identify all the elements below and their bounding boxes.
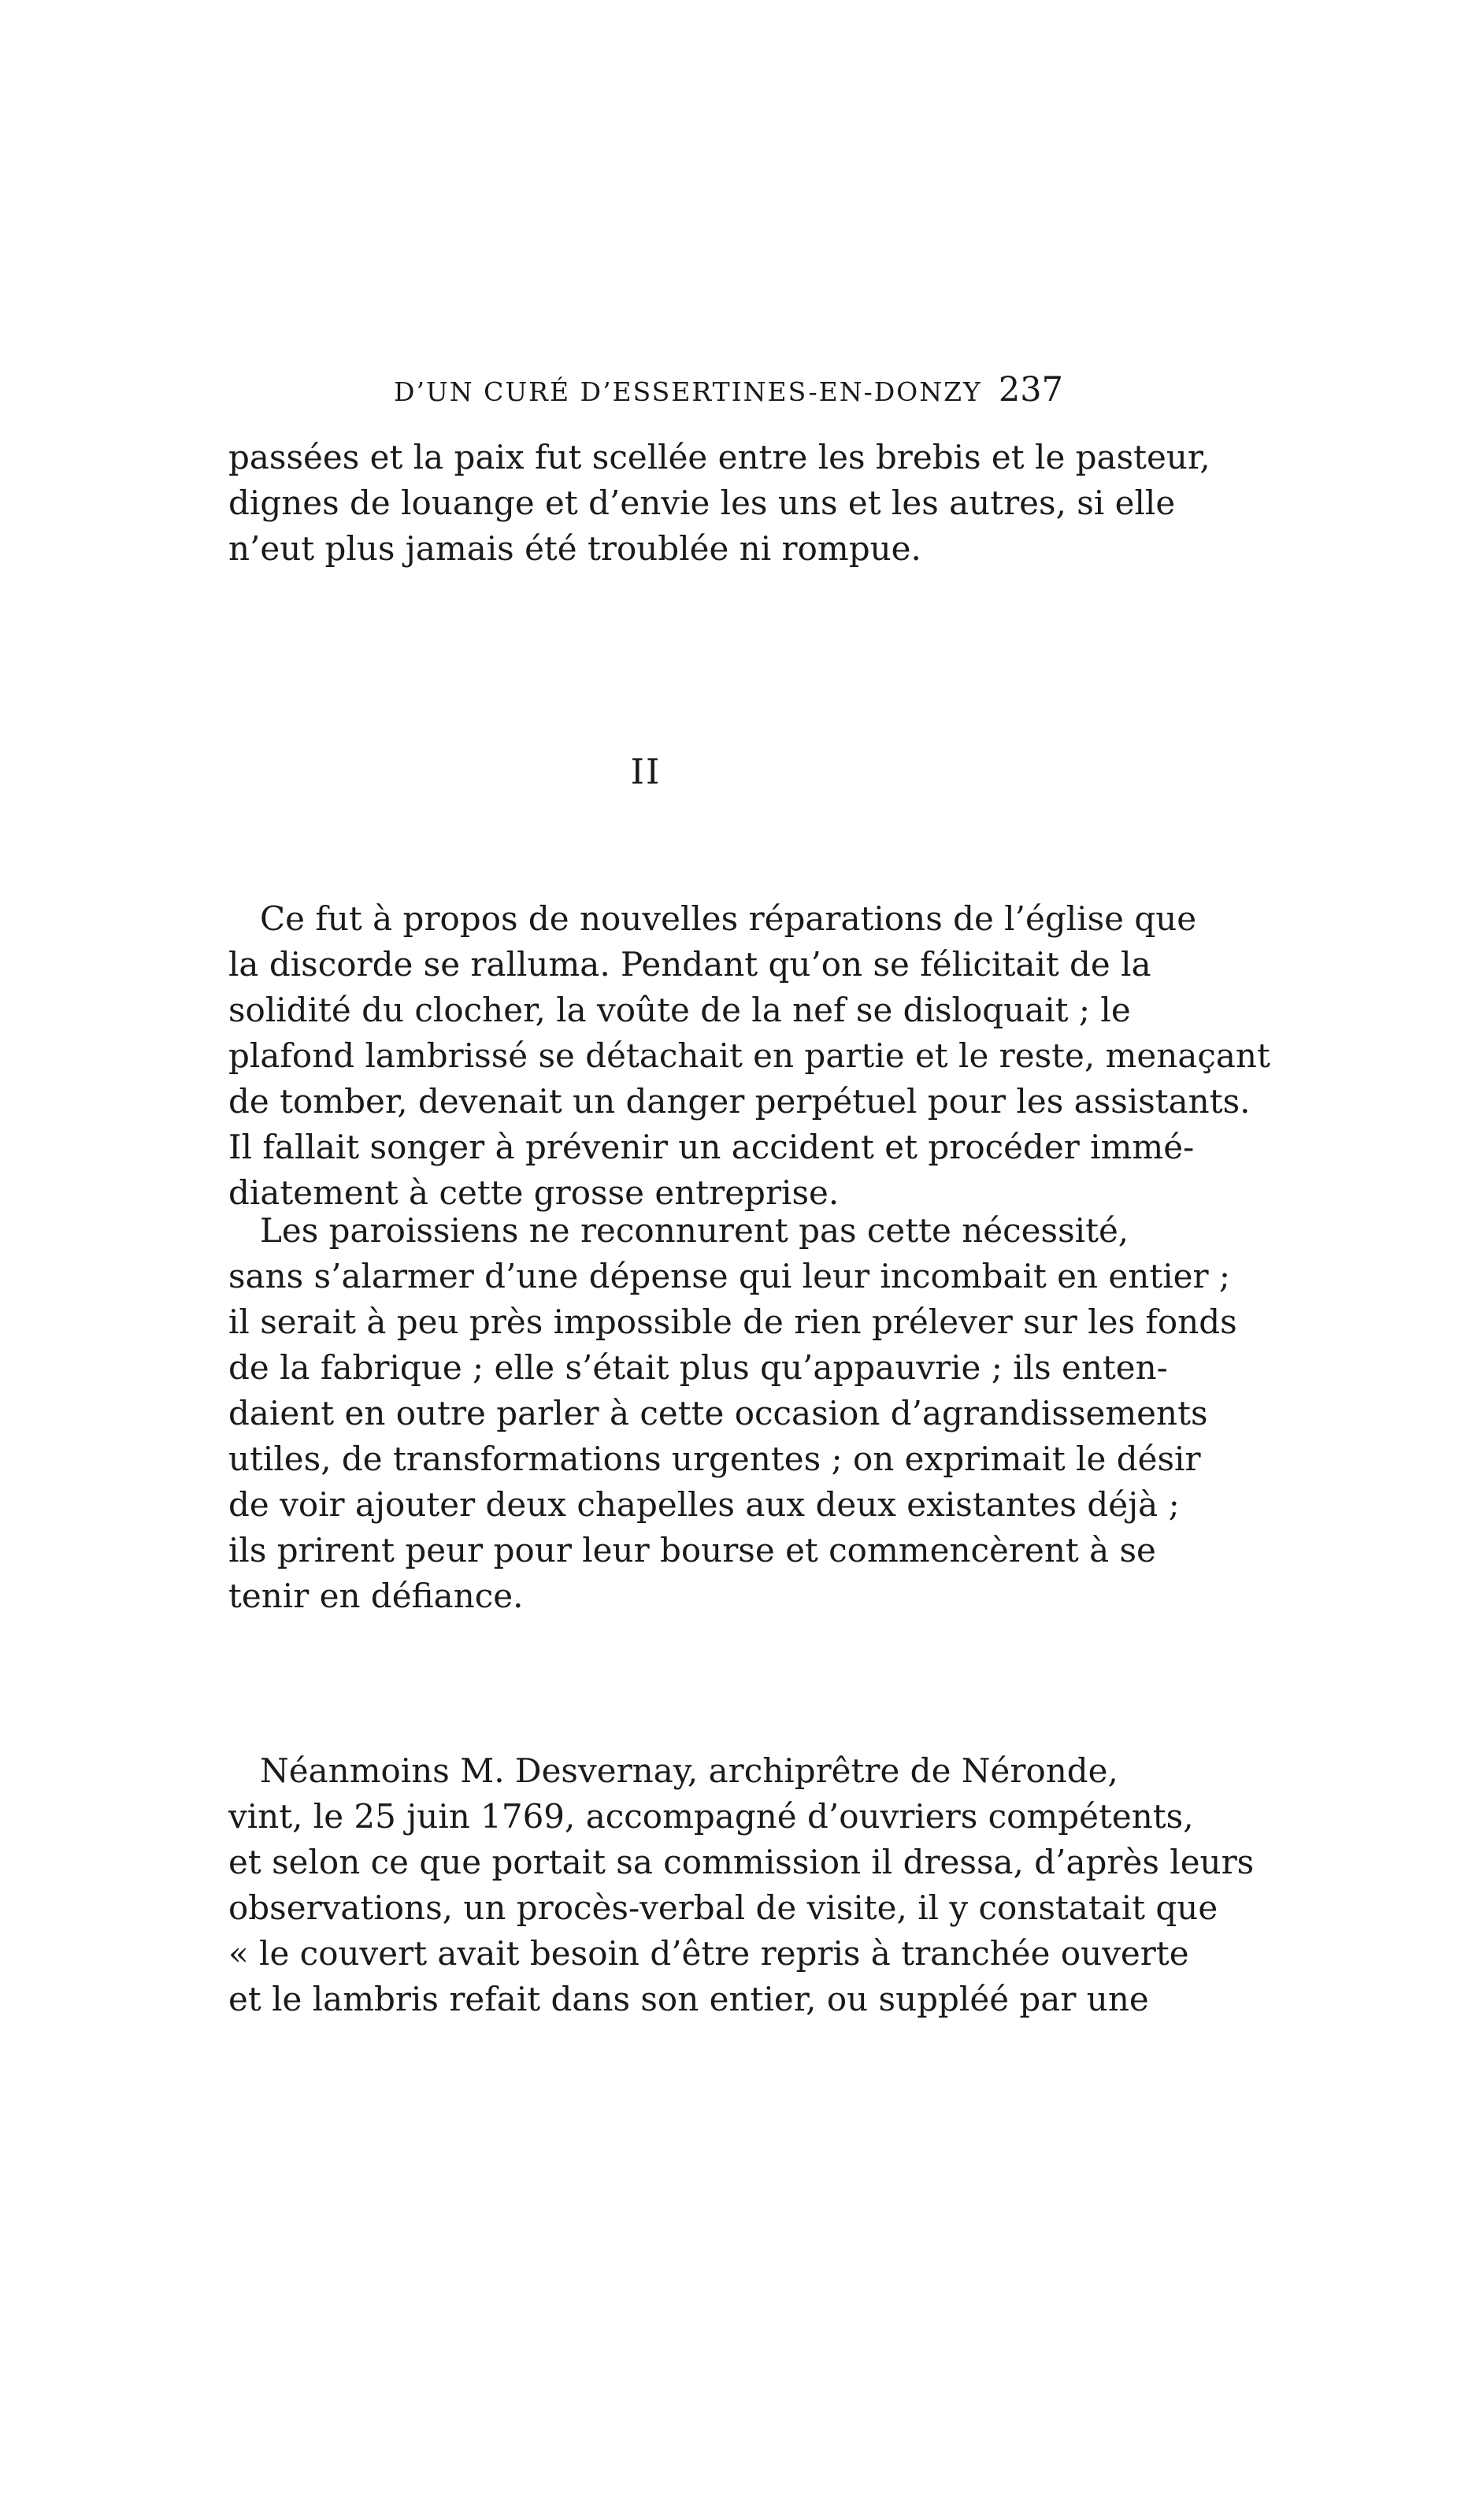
running-title: D’UN CURÉ D’ESSERTINES-EN-DONZY (394, 376, 982, 407)
text-line: de voir ajouter deux chapelles aux deux existantes déjà ; (228, 1485, 1180, 1524)
text-line: passées et la paix fut scellée entre les brebis et le pasteur, (228, 438, 1210, 476)
text-line: « le couvert avait besoin d’être repris à tranchée ouverte (228, 1934, 1189, 1973)
text-line: la discorde se ralluma. Pendant qu’on se félicitait de la (228, 945, 1151, 984)
text-line: vint, le 25 juin 1769, accompagné d’ouvriers compétents, (228, 1797, 1194, 1836)
text-line: dignes de louange et d’envie les uns et les autres, si elle (228, 484, 1176, 522)
paragraph (228, 1208, 1237, 1619)
text-line: Néanmoins M. Desvernay, archiprêtre de Néronde, (260, 1751, 1118, 1790)
page-number: 237 (998, 370, 1063, 410)
text-line: daient en outre parler à cette occasion d’agrandissements (228, 1394, 1208, 1432)
text-line: observations, un procès-verbal de visite, il y constatait que (228, 1888, 1218, 1927)
text-line: de tomber, devenait un danger perpétuel pour les assistants. (228, 1082, 1251, 1121)
text-line: plafond lambrissé se détachait en partie et le reste, menaçant (228, 1036, 1270, 1075)
section-heading: II (630, 752, 662, 792)
text-line: utiles, de transformations urgentes ; on exprimait le désir (228, 1440, 1201, 1478)
paragraph (228, 1748, 1255, 2022)
text-line: ils prirent peur pour leur bourse et commencèrent à se (228, 1531, 1156, 1569)
text-line: solidité du clocher, la voûte de la nef se disloquait ; le (228, 991, 1131, 1029)
text-line: diatement à cette grosse entreprise. (228, 1173, 840, 1212)
text-line: sans s’alarmer d’une dépense qui leur incombait en entier ; (228, 1257, 1231, 1295)
text-line: de la fabrique ; elle s’était plus qu’appauvrie ; ils enten- (228, 1348, 1168, 1387)
paragraph (228, 896, 1270, 1216)
text-line: Les paroissiens ne reconnurent pas cette nécessité, (260, 1211, 1129, 1250)
text-line: n’eut plus jamais été troublée ni rompue. (228, 529, 921, 568)
text-line: Il fallait songer à prévenir un accident et procéder immé- (228, 1128, 1195, 1166)
text-line: tenir en défiance. (228, 1577, 524, 1615)
running-head (228, 370, 1063, 425)
text-line: et le lambris refait dans son entier, ou suppléé par une (228, 1980, 1149, 2018)
text-line: Ce fut à propos de nouvelles réparations de l’église que (260, 899, 1197, 938)
paragraph-continuation (228, 435, 1210, 572)
text-line: il serait à peu près impossible de rien prélever sur les fonds (228, 1303, 1237, 1341)
text-line: et selon ce que portait sa commission il dressa, d’après leurs (228, 1843, 1255, 1881)
